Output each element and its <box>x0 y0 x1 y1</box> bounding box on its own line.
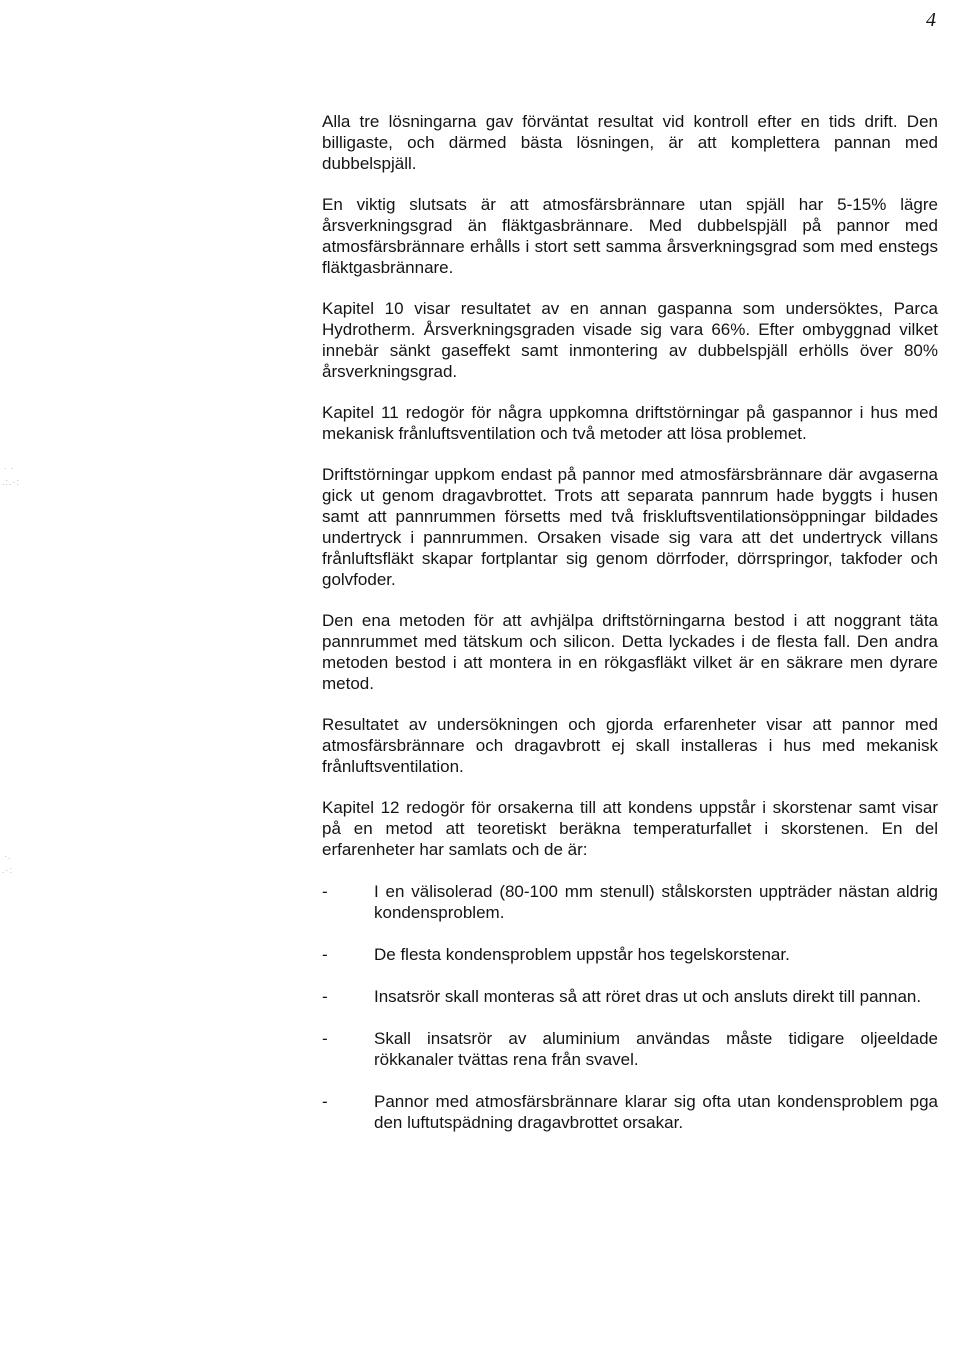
page-number: 4 <box>926 9 936 31</box>
paragraph-disturbances: Driftstörningar uppkom endast på pannor med atmosfärsbrännare där avgaserna gick ut genom dragavbrottet. Trots att separata pannrum hade byggts i husen samt att pannrummen försetts med två friskluftsventilationsöppningar bildades undertryck i pannrummen. Orsaken visade sig vara att det undertryck villans frånluftsfläkt skapar fortplantar sig genom dörrfoder, dörrspringor, takfoder och golvfoder. <box>322 465 938 589</box>
list-item <box>322 881 938 923</box>
list-item <box>322 986 938 1007</box>
paragraph-chapter-12: Kapitel 12 redogör för orsakerna till att kondens uppstår i skorstenar samt visar på en metod att teoretiskt beräkna temperaturfallet i skorstenen. En del erfarenheter har samlats och de är: <box>322 798 938 859</box>
paragraph-efficiency-conclusion: En viktig slutsats är att atmosfärsbrännare utan spjäll har 5-15% lägre årsverkningsgrad än fläktgasbrännare. Med dubbelspjäll på pannor med atmosfärsbrännare erhålls i stort sett samma årsverkningsgrad som med enstegs fläktgasbrännare. <box>322 195 938 277</box>
scan-speck: .:.·: <box>2 477 20 487</box>
paragraph-chapter-10: Kapitel 10 visar resultatet av en annan gaspanna som undersöktes, Parca Hydrotherm. Årsverkningsgraden visade sig vara 66%. Efter ombyggnad vilket innebär sänkt gaseffekt samt inmontering av dubbelspjäll erhölls över 80% årsverkningsgrad. <box>322 299 938 381</box>
list-dash: - <box>322 945 328 964</box>
list-item-text: Insatsrör skall monteras så att röret dras ut och ansluts direkt till pannan. <box>374 987 922 1006</box>
paragraph-chapter-11: Kapitel 11 redogör för några uppkomna driftstörningar på gaspannor i hus med mekanisk frånluftsventilation och två metoder att lösa problemet. <box>322 403 938 443</box>
scan-speck: .·: <box>2 865 13 875</box>
list-item-text: Pannor med atmosfärsbrännare klarar sig ofta utan kondensproblem pga den luftutspädning dragavbrottet orsakar. <box>374 1092 938 1132</box>
paragraph-solutions-result: Alla tre lösningarna gav förväntat resultat vid kontroll efter en tids drift. Den billigaste, och därmed bästa lösningen, är att komplettera pannan med dubbelspjäll. <box>322 112 938 173</box>
list-item <box>322 944 938 965</box>
scan-speck: ·. <box>4 851 12 861</box>
paragraph-investigation-result: Resultatet av undersökningen och gjorda erfarenheter visar att pannor med atmosfärsbrännare och dragavbrott ej skall installeras i hus med mekanisk frånluftsventilation. <box>322 715 938 776</box>
list-dash: - <box>322 987 328 1006</box>
list-dash: - <box>322 882 328 901</box>
list-dash: - <box>322 1092 328 1111</box>
experience-list <box>322 881 938 1133</box>
list-item-text: I en välisolerad (80-100 mm stenull) stålskorsten uppträder nästan aldrig kondensproblem. <box>374 882 938 922</box>
list-item-text: De flesta kondensproblem uppstår hos tegelskorstenar. <box>374 945 790 964</box>
list-item-text: Skall insatsrör av aluminium användas måste tidigare oljeeldade rökkanaler tvättas rena från svavel. <box>374 1029 938 1069</box>
list-dash: - <box>322 1029 328 1048</box>
list-item <box>322 1028 938 1070</box>
list-item <box>322 1091 938 1133</box>
scan-speck: . . <box>4 461 15 471</box>
paragraph-remedy-methods: Den ena metoden för att avhjälpa driftstörningarna bestod i att noggrant täta pannrummet med tätskum och silicon. Detta lyckades i de flesta fall. Den andra metoden bestod i att montera in en rökgasfläkt vilket är en säkrare men dyrare metod. <box>322 611 938 693</box>
document-body <box>322 111 938 1154</box>
